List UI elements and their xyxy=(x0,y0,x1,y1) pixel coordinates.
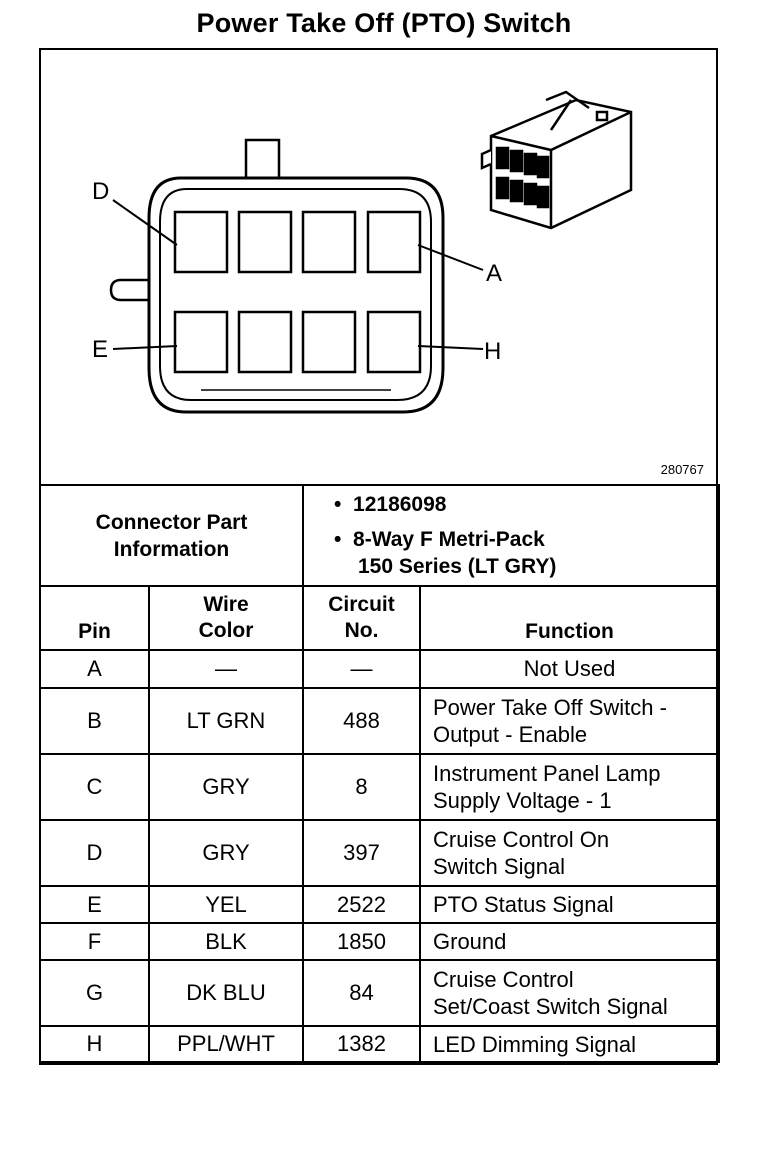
function-line: Set/Coast Switch Signal xyxy=(433,994,668,1019)
connector-info-row xyxy=(40,485,719,586)
function-line: PTO Status Signal xyxy=(433,892,614,917)
connector-type: • 8-Way F Metri-Pack xyxy=(334,528,545,551)
header-circuit-no: Circuit No. xyxy=(303,586,420,650)
pin-cell: H xyxy=(40,1026,149,1062)
circuit-cell: 8 xyxy=(303,754,420,820)
function-line: Power Take Off Switch - xyxy=(433,695,667,720)
function-cell xyxy=(420,688,719,754)
connector-info-heading: Connector Part Information xyxy=(40,485,303,586)
connector-isometric-icon xyxy=(482,92,631,228)
function-cell xyxy=(420,650,719,688)
table-row xyxy=(40,754,719,820)
connector-part-number: • 12186098 xyxy=(334,493,447,516)
table-row xyxy=(40,923,719,960)
pin-cell: E xyxy=(40,886,149,923)
pinout-table xyxy=(39,484,720,1063)
pin-cell: A xyxy=(40,650,149,688)
wire-color-cell: — xyxy=(149,650,303,688)
table-row xyxy=(40,960,719,1026)
connector-sheet xyxy=(39,48,718,1065)
cavity-c xyxy=(239,212,291,272)
pin-cell: D xyxy=(40,820,149,886)
circuit-cell: 2522 xyxy=(303,886,420,923)
cavity-g xyxy=(303,312,355,372)
pin-cell: G xyxy=(40,960,149,1026)
function-cell xyxy=(420,1026,719,1062)
pin-cell: F xyxy=(40,923,149,960)
function-line: Cruise Control On xyxy=(433,827,610,852)
wire-color-cell: DK BLU xyxy=(149,960,303,1026)
function-cell xyxy=(420,820,719,886)
pin-cell: B xyxy=(40,688,149,754)
circuit-cell: 1850 xyxy=(303,923,420,960)
table-header xyxy=(40,586,719,650)
top-latch xyxy=(246,140,279,180)
connector-diagram xyxy=(41,50,716,485)
function-line: Cruise Control xyxy=(433,967,574,992)
pin-cell: C xyxy=(40,754,149,820)
table-row xyxy=(40,688,719,754)
wire-color-cell: PPL/WHT xyxy=(149,1026,303,1062)
cavity-d xyxy=(175,212,227,272)
circuit-cell: 488 xyxy=(303,688,420,754)
function-cell xyxy=(420,754,719,820)
wire-color-cell: GRY xyxy=(149,820,303,886)
function-line: Ground xyxy=(433,929,507,954)
cavity-e xyxy=(175,312,227,372)
function-line: Output - Enable xyxy=(433,722,588,747)
function-line: Not Used xyxy=(523,656,616,681)
circuit-cell: 1382 xyxy=(303,1026,420,1062)
cavity-h xyxy=(368,312,420,372)
diagram-part-number: 280767 xyxy=(660,462,704,477)
wire-color-cell: BLK xyxy=(149,923,303,960)
function-line: Switch Signal xyxy=(433,854,566,879)
connector-face-drawing xyxy=(41,50,716,485)
label-e: E xyxy=(92,336,109,363)
table-row xyxy=(40,1026,719,1062)
page-title: Power Take Off (PTO) Switch xyxy=(196,8,572,38)
wire-color-cell: LT GRN xyxy=(149,688,303,754)
table-row xyxy=(40,820,719,886)
header-function: Function xyxy=(420,586,719,650)
function-cell xyxy=(420,923,719,960)
table-row xyxy=(40,886,719,923)
function-line: Instrument Panel Lamp xyxy=(433,761,661,786)
header-pin: Pin xyxy=(40,586,149,650)
circuit-cell: — xyxy=(303,650,420,688)
circuit-cell: 397 xyxy=(303,820,420,886)
cavity-f xyxy=(239,312,291,372)
function-line: Supply Voltage - 1 xyxy=(433,788,612,813)
cavity-a xyxy=(368,212,420,272)
wire-color-cell: GRY xyxy=(149,754,303,820)
wire-color-cell: YEL xyxy=(149,886,303,923)
table-row xyxy=(40,650,719,688)
circuit-cell: 84 xyxy=(303,960,420,1026)
function-line: LED Dimming Signal xyxy=(433,1031,636,1057)
function-cell xyxy=(420,960,719,1026)
header-wire-color: Wire Color xyxy=(149,586,303,650)
label-d: D xyxy=(92,178,110,205)
connector-info-details: • 12186098 • 8-Way F Metri-Pack 150 Series (LT GRY) xyxy=(303,485,719,586)
cavity-b xyxy=(303,212,355,272)
function-cell xyxy=(420,886,719,923)
label-a: A xyxy=(486,260,503,287)
label-h: H xyxy=(484,338,502,365)
